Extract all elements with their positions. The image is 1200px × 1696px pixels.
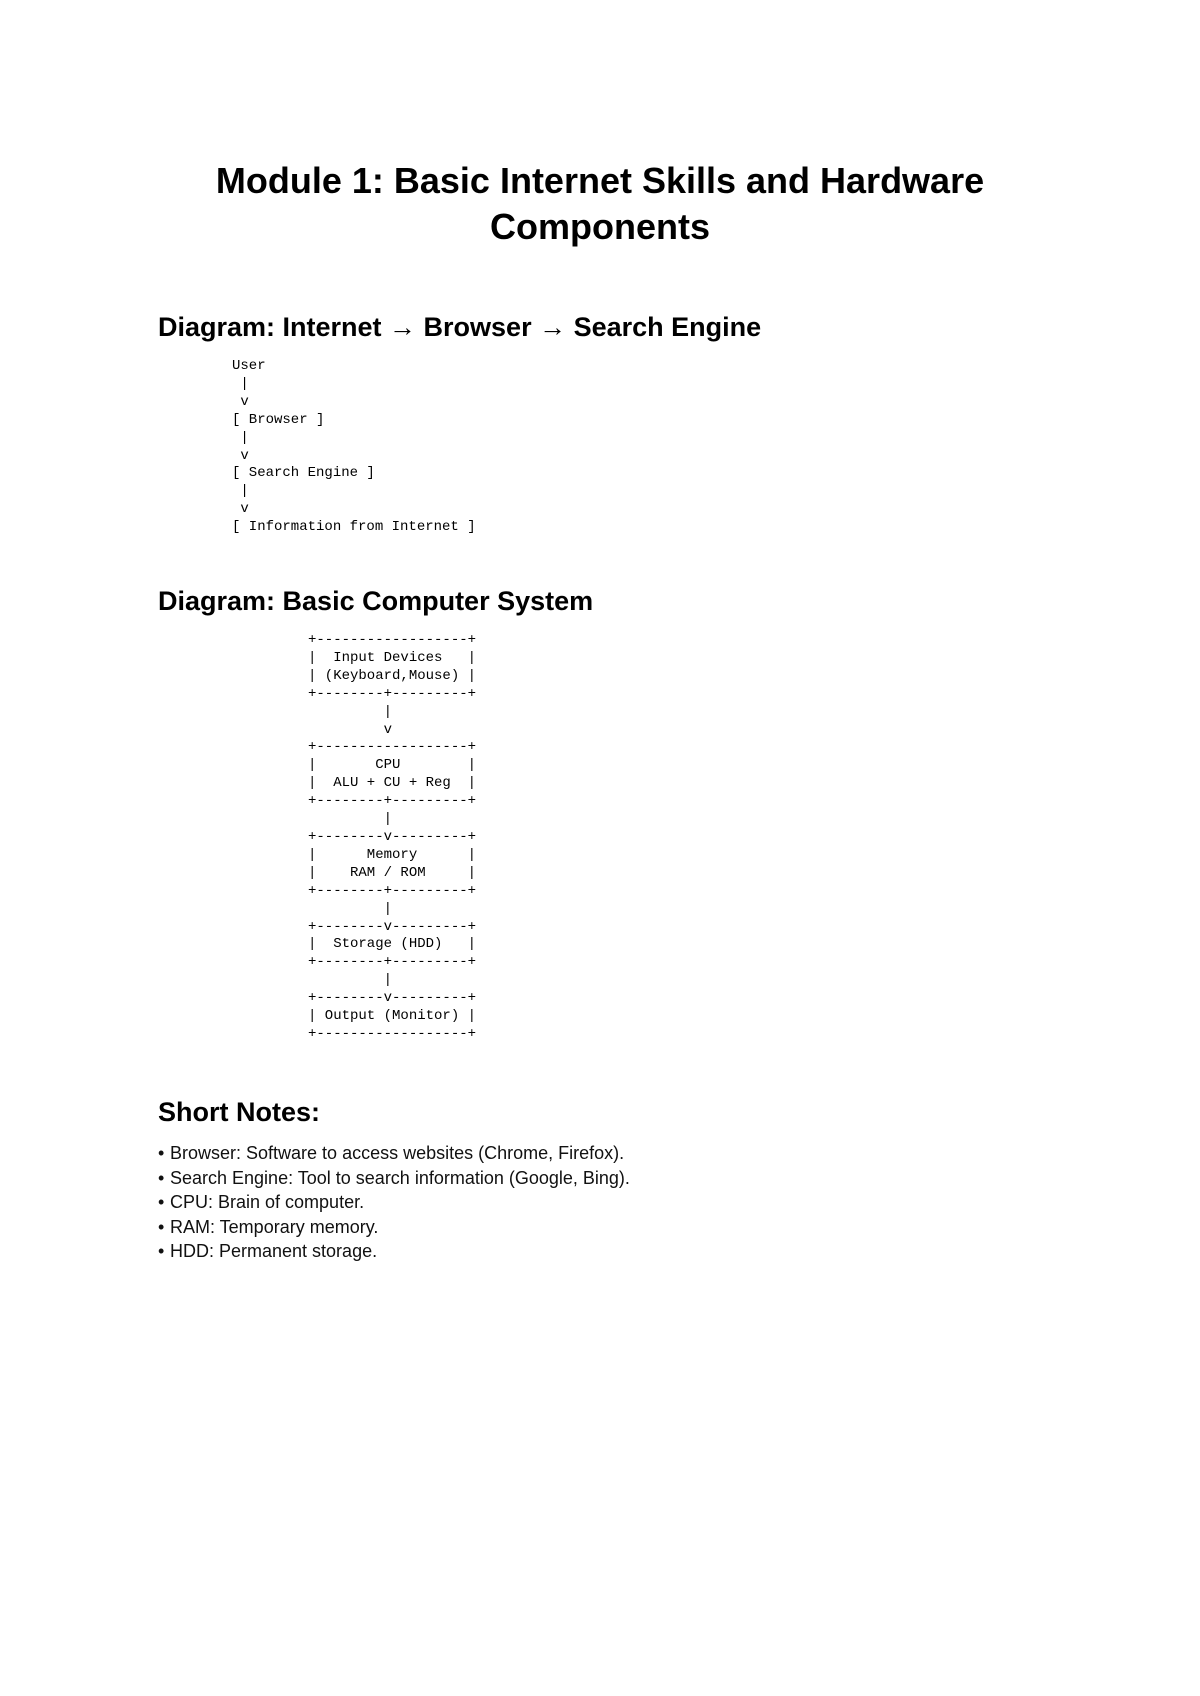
short-notes-list <box>158 1141 630 1264</box>
note-item <box>158 1141 630 1166</box>
note-item <box>158 1190 630 1215</box>
internet-flow-heading: Diagram: Internet → Browser → Search Engine <box>158 312 762 342</box>
note-text: Search Engine: Tool to search information (Google, Bing). <box>170 1167 630 1188</box>
bullet-icon: • <box>158 1241 165 1261</box>
computer-system-heading: Diagram: Basic Computer System <box>158 586 594 616</box>
note-text: RAM: Temporary memory. <box>170 1216 379 1237</box>
note-text: HDD: Permanent storage. <box>170 1241 378 1261</box>
page-title: Module 1: Basic Internet Skills and Hardware Components <box>215 160 985 247</box>
note-item <box>158 1215 630 1240</box>
note-item <box>158 1166 630 1191</box>
bullet-icon: • <box>158 1143 165 1163</box>
bullet-icon: • <box>158 1167 165 1188</box>
computer-system-diagram: +------------------+ | Input Devices | | (Keyboard,Mouse) | +--------+---------+ | v +------------------+ | CPU | | ALU + CU + Reg | +--------+---------+ | +--------v---------+ | Memory | | RAM / ROM | +--------+---------+ | +--------v---------+ | Storage (HDD) | +--------+---------+ | +--------v---------+ | Output (Monitor) | +------------------+ <box>308 632 477 1042</box>
bullet-icon: • <box>158 1216 165 1237</box>
note-text: Browser: Software to access websites (Chrome, Firefox). <box>170 1143 625 1163</box>
internet-flow-diagram: User | v [ Browser ] | v [ Search Engine ] | v [ Information from Internet ] <box>232 358 476 536</box>
note-item <box>158 1239 630 1264</box>
note-text: CPU: Brain of computer. <box>170 1192 365 1212</box>
short-notes-heading: Short Notes: <box>158 1097 320 1127</box>
bullet-icon: • <box>158 1192 165 1212</box>
